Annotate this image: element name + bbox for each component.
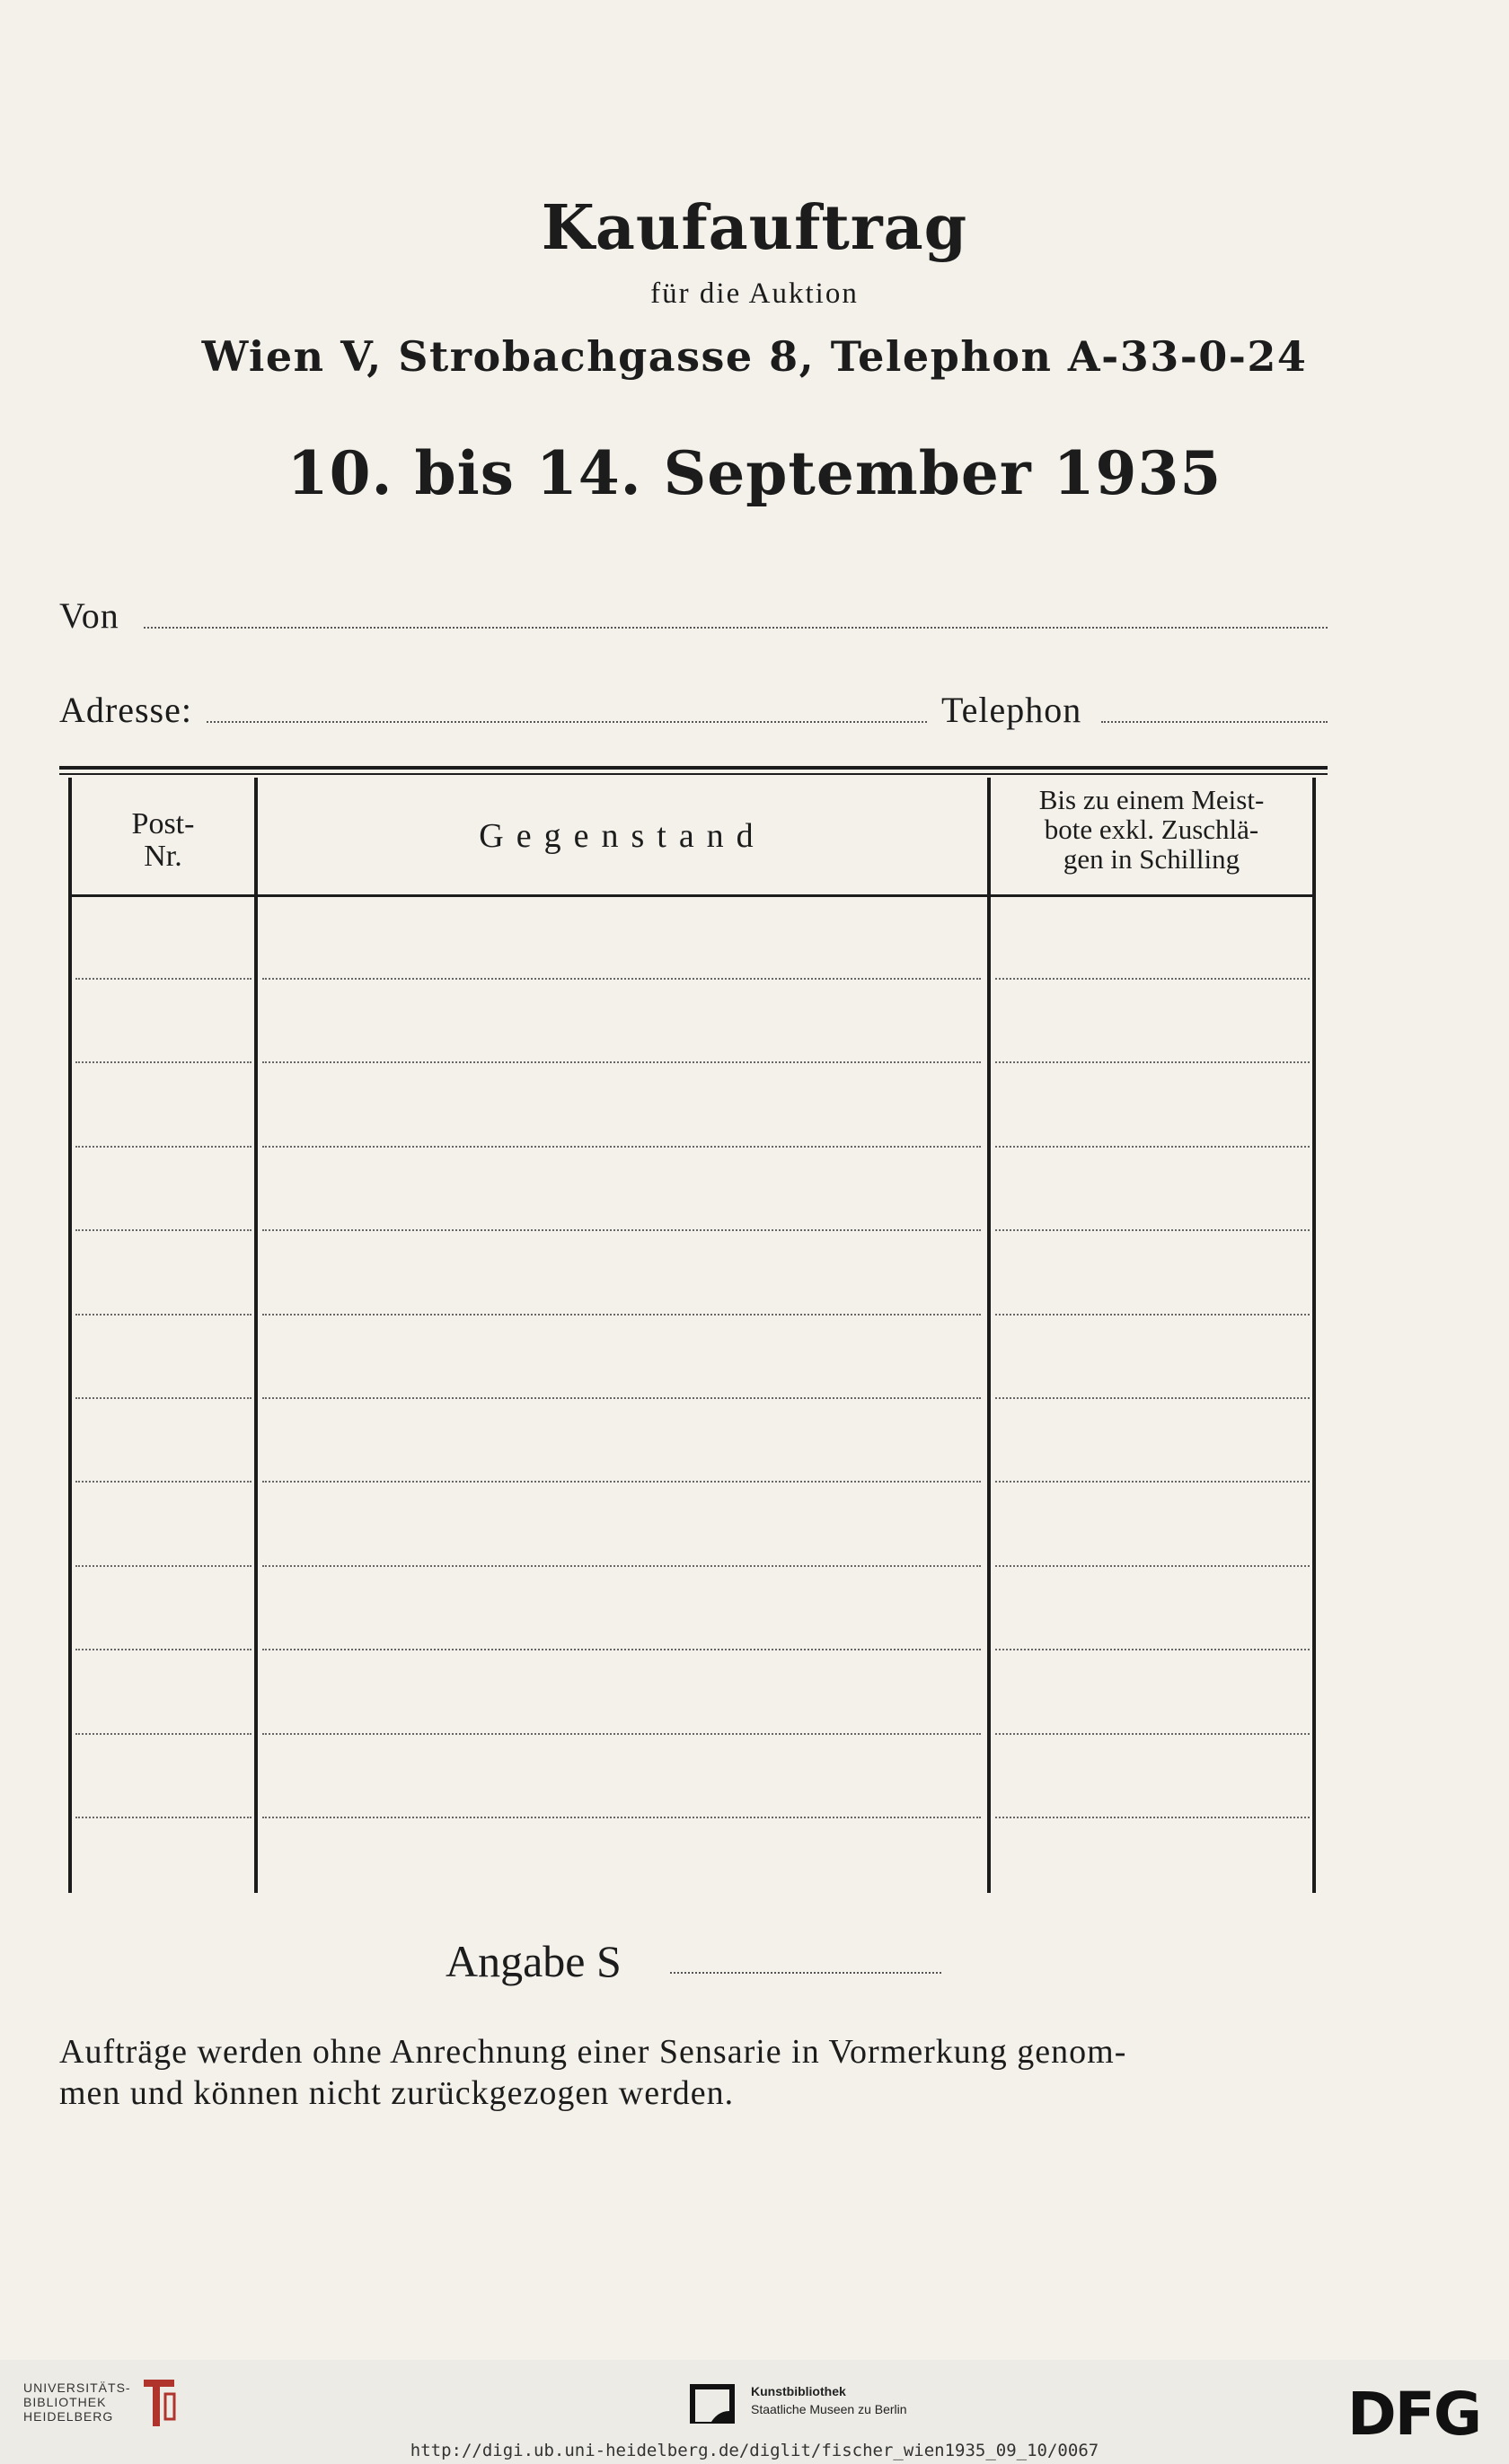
table-row-line	[75, 1565, 252, 1567]
ub-line-3: HEIDELBERG	[23, 2409, 114, 2424]
header-post-line2: Nr.	[144, 839, 182, 873]
source-url[interactable]: http://digi.ub.uni-heidelberg.de/diglit/fischer_wien1935_09_10/0067	[410, 2441, 1099, 2460]
notice-line-1: Aufträge werden ohne Anrechnung einer Sensarie in Vormerkung genom-	[59, 2033, 1127, 2071]
table-row-line	[75, 1146, 252, 1148]
table-row-line	[75, 1817, 252, 1818]
form-title: Kaufauftrag	[541, 192, 968, 264]
angabe-label: Angabe S	[446, 1936, 622, 1986]
header-post-nr	[72, 808, 254, 872]
angabe-field	[670, 1972, 941, 1974]
auction-address: Wien V, Strobachgasse 8, Telephon A-33-0-24	[201, 332, 1308, 381]
adresse-label: Adresse:	[59, 690, 192, 730]
table-row-line	[75, 1314, 252, 1316]
table-row-line	[995, 1397, 1310, 1399]
form-subtitle: für die Auktion	[650, 277, 859, 310]
ub-line-1: UNIVERSITÄTS-	[23, 2380, 131, 2395]
kb-line-1: Kunstbibliothek	[751, 2384, 846, 2398]
header-bid-line1: Bis zu einem Meist-	[1038, 784, 1265, 815]
table-row-line	[262, 1565, 981, 1567]
notice-line-2: men und können nicht zurückgezogen werden.	[59, 2074, 735, 2112]
table-row-line	[75, 978, 252, 980]
adresse-field	[207, 721, 927, 723]
table-row-line	[995, 1733, 1310, 1735]
table-row-line	[75, 1229, 252, 1231]
table-row-line	[75, 1061, 252, 1063]
table-row-line	[75, 1733, 252, 1735]
table-row-line	[995, 978, 1310, 980]
table-row-line	[995, 1229, 1310, 1231]
table-row-line	[262, 1061, 981, 1063]
header-gegenstand: Gegenstand	[479, 817, 766, 855]
table-top-rule	[59, 766, 1328, 770]
telephon-field	[1101, 721, 1328, 723]
table-header-rule	[68, 894, 1316, 897]
ub-heidelberg-logo-icon	[138, 2376, 180, 2430]
kunstbibliothek-logo-icon	[690, 2384, 735, 2424]
auction-dates: 10. bis 14. September 1935	[287, 438, 1222, 508]
table-row-line	[262, 1733, 981, 1735]
table-row-line	[995, 1481, 1310, 1483]
table-row-line	[995, 1146, 1310, 1148]
table-right-border	[1312, 778, 1316, 1893]
header-post-line1: Post-	[131, 807, 195, 840]
table-row-line	[262, 1229, 981, 1231]
table-col-divider-2	[987, 778, 991, 1893]
table-row-line	[262, 1649, 981, 1650]
table-row-line	[75, 1649, 252, 1650]
header-bid-line2: bote exkl. Zuschlä-	[1044, 814, 1259, 845]
table-left-border	[68, 778, 72, 1893]
ub-line-2: BIBLIOTHEK	[23, 2395, 107, 2409]
table-row-line	[995, 1061, 1310, 1063]
table-row-line	[995, 1649, 1310, 1650]
table-row-line	[75, 1397, 252, 1399]
table-row-line	[262, 1397, 981, 1399]
header-max-bid	[991, 785, 1312, 874]
table-top-rule-thin	[59, 773, 1328, 775]
table-row-line	[995, 1817, 1310, 1818]
header-bid-line3: gen in Schilling	[1063, 843, 1240, 875]
table-row-line	[262, 1314, 981, 1316]
von-label: Von	[59, 595, 119, 636]
table-row-line	[75, 1481, 252, 1483]
table-row-line	[995, 1565, 1310, 1567]
telephon-label: Telephon	[941, 690, 1082, 730]
table-row-line	[262, 978, 981, 980]
table-row-line	[262, 1481, 981, 1483]
table-col-divider-1	[254, 778, 258, 1893]
kunstbibliothek-text	[751, 2382, 907, 2418]
ub-heidelberg-text	[23, 2380, 131, 2424]
table-row-line	[262, 1146, 981, 1148]
table-row-line	[262, 1817, 981, 1818]
kb-line-2: Staatliche Museen zu Berlin	[751, 2402, 907, 2416]
table-row-line	[995, 1314, 1310, 1316]
dfg-logo: DFG	[1347, 2380, 1481, 2449]
von-field	[144, 627, 1328, 629]
